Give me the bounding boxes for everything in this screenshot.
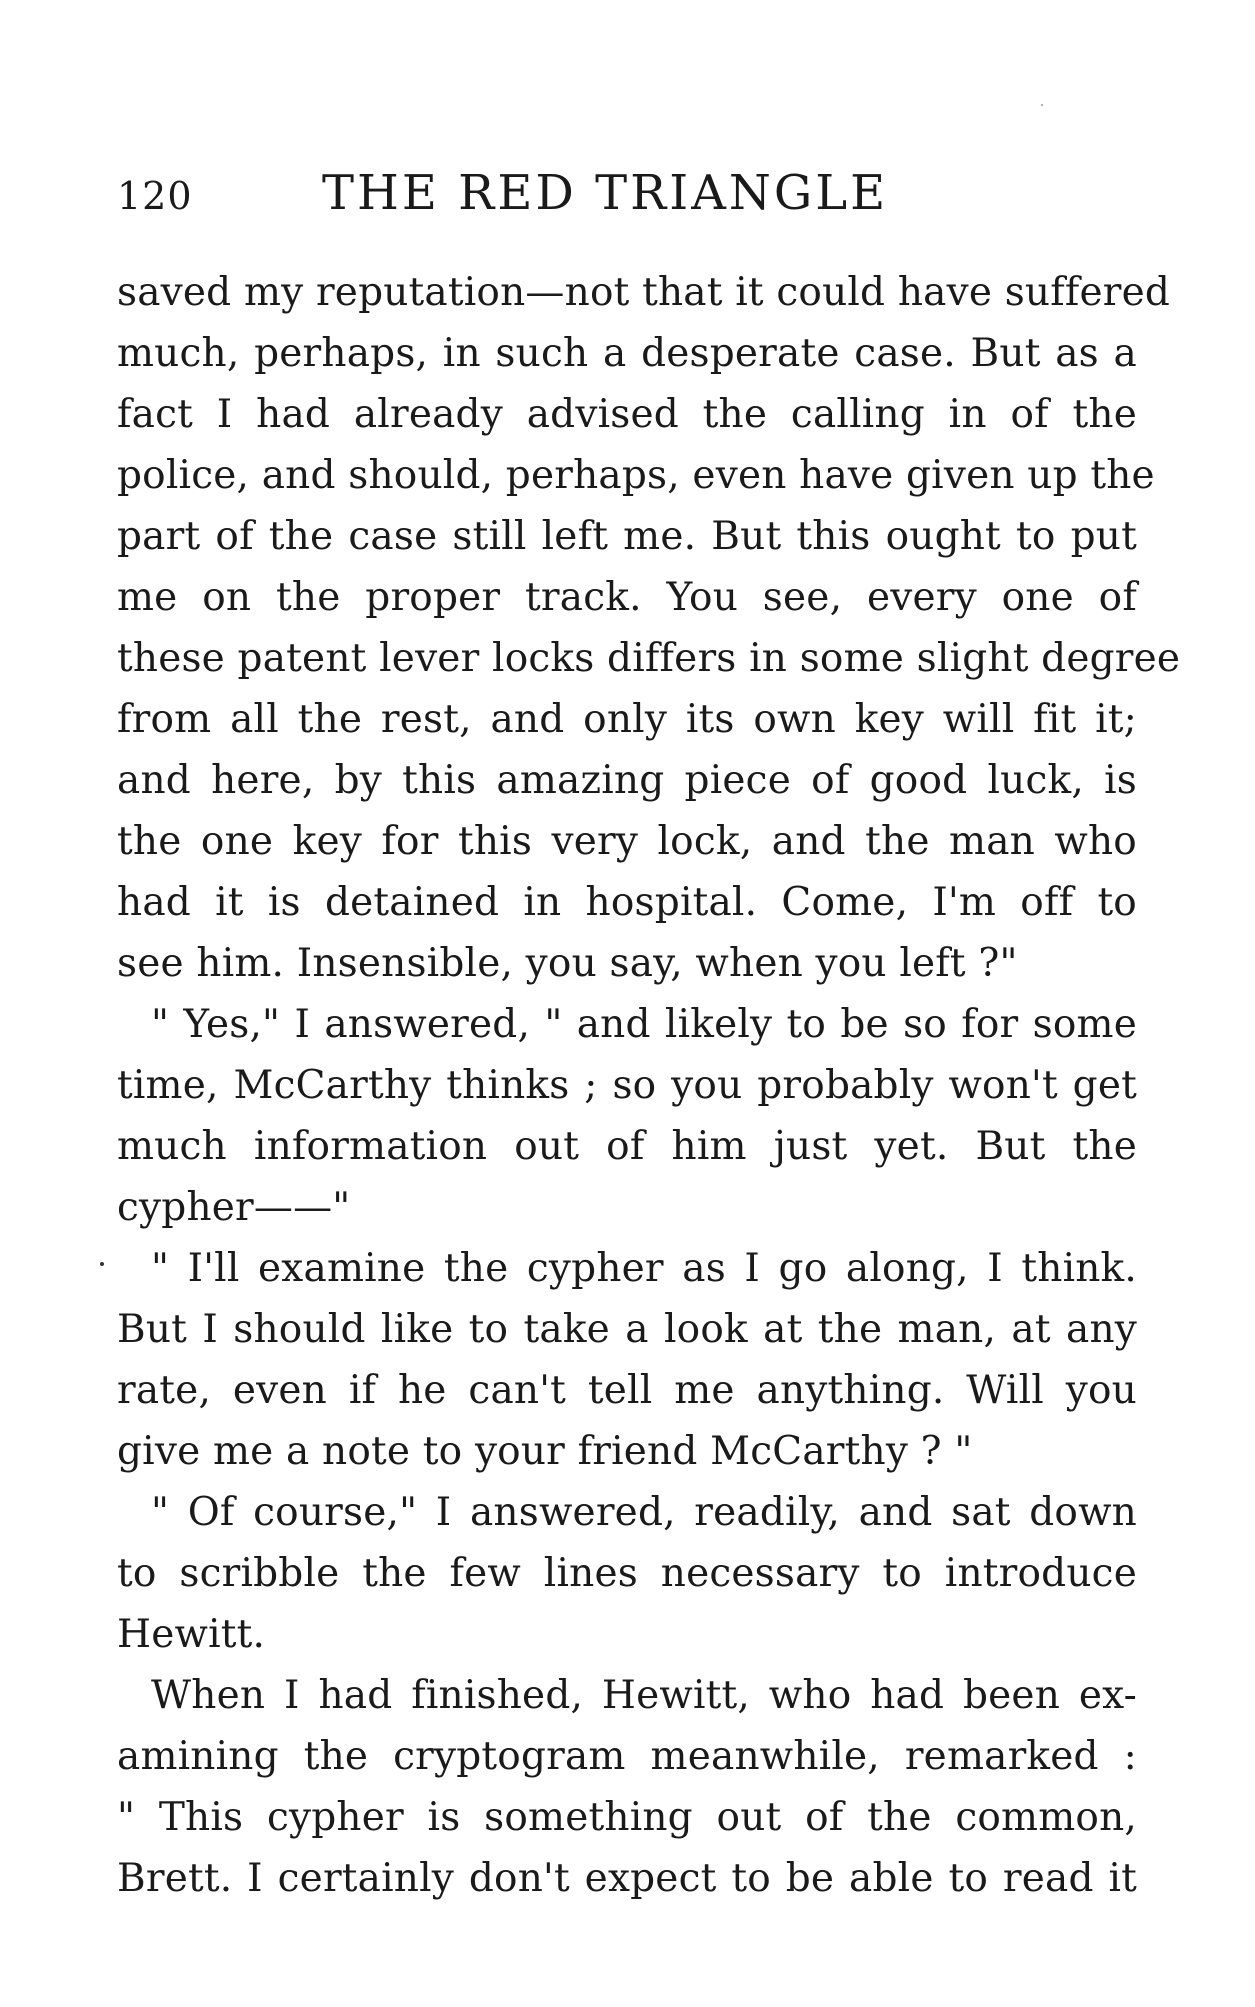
text-line: fact I had already advised the calling in of the <box>117 392 1137 437</box>
page-number: 120 <box>117 174 193 218</box>
text-line: amining the cryptogram meanwhile, remarked : <box>117 1734 1137 1779</box>
text-line: see him. Insensible, you say, when you left ?" <box>117 941 1018 986</box>
text-line: " Yes," I answered, " and likely to be so for some <box>151 1002 1137 1047</box>
text-line: cypher——" <box>117 1185 351 1230</box>
ink-speck <box>100 1262 104 1266</box>
text-line: from all the rest, and only its own key will fit it; <box>117 697 1137 742</box>
running-title: THE RED TRIANGLE <box>322 165 889 221</box>
text-line: me on the proper track. You see, every one of <box>117 575 1137 620</box>
text-line: much information out of him just yet. But the <box>117 1124 1137 1169</box>
text-line: and here, by this amazing piece of good luck, is <box>117 758 1137 803</box>
text-line: had it is detained in hospital. Come, I'm off to <box>117 880 1137 925</box>
text-line: saved my reputation—not that it could have suffered <box>117 270 1171 315</box>
text-line: part of the case still left me. But this ought to put <box>117 514 1137 559</box>
page-header <box>117 165 947 221</box>
text-line: much, perhaps, in such a desperate case. But as a <box>117 331 1137 376</box>
text-line: give me a note to your friend McCarthy ? " <box>117 1429 973 1474</box>
text-line: rate, even if he can't tell me anything. Will you <box>117 1368 1137 1413</box>
text-line: But I should like to take a look at the man, at any <box>117 1307 1137 1352</box>
text-line: Brett. I certainly don't expect to be able to read it <box>117 1856 1137 1901</box>
text-line: the one key for this very lock, and the man who <box>117 819 1137 864</box>
text-line: Hewitt. <box>117 1612 266 1657</box>
ink-speck <box>1041 104 1043 106</box>
text-line: " I'll examine the cypher as I go along, I think. <box>151 1246 1137 1291</box>
text-line: " Of course," I answered, readily, and sat down <box>151 1490 1137 1535</box>
body-text <box>117 262 1181 1909</box>
text-line: police, and should, perhaps, even have given up the <box>117 453 1155 498</box>
text-line: time, McCarthy thinks ; so you probably won't get <box>117 1063 1137 1108</box>
text-line: " This cypher is something out of the common, <box>117 1795 1137 1840</box>
text-line: When I had finished, Hewitt, who had been ex- <box>151 1673 1137 1718</box>
text-line: these patent lever locks differs in some slight degree <box>117 636 1181 681</box>
text-line: to scribble the few lines necessary to introduce <box>117 1551 1137 1596</box>
